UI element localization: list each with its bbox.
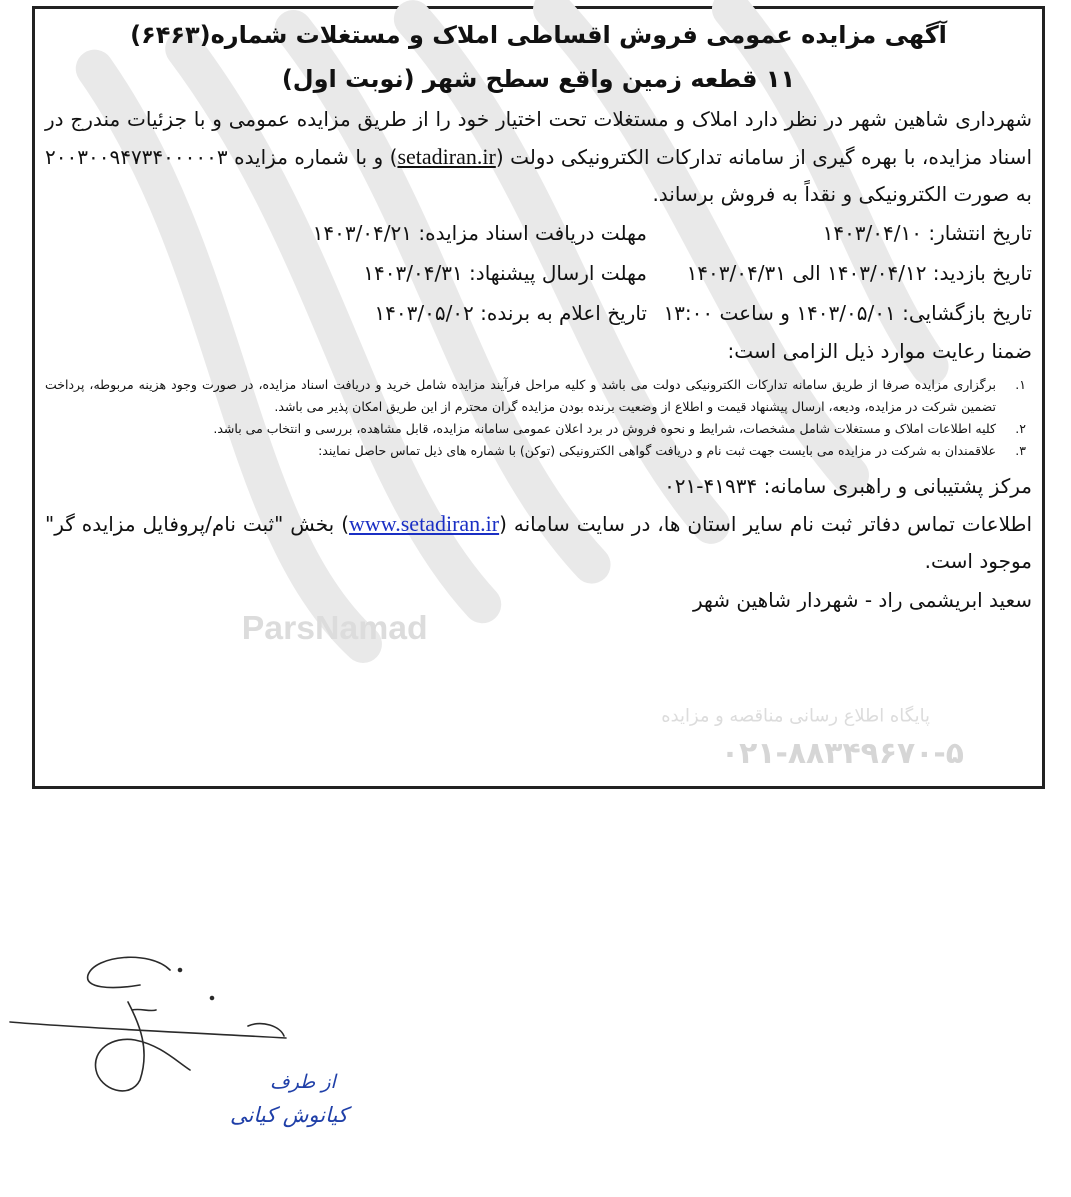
item-number: ۲. [1015,421,1026,436]
signature-stroke [95,1002,190,1091]
notice-title: آگهی مزایده عمومی فروش اقساطی املاک و مستغلات شماره(۶۴۶۳) [130,21,947,49]
item-number: ۳. [1015,443,1026,458]
date-row-publish [45,213,1032,253]
item-number: ۱. [1015,377,1026,392]
support-center-line: مرکز پشتیبانی و راهبری سامانه: ۴۱۹۳۴-۰۲۱ [664,474,1032,498]
signature-line: سعید ابریشمی راد - شهردار شاهین شهر [692,588,1032,612]
item-text: علاقمندان به شرکت در مزایده می بایست جهت ثبت نام و دریافت گواهی الکترونیکی (توکن) با شماره های ذیل تماس حاصل نمایند: [318,443,996,458]
signature-stroke [132,1009,156,1010]
intro-text-part1: شهرداری شاهین شهر در نظر دارد املاک و مستغلات تحت اختیار خود را از طریق مزایده عمومی و با جزئیات مندرج در اسناد مزایده، با بهره گیری از سامانه تدارکات الکترونیکی دولت ( [45,107,1032,169]
watermark-subtitle: پایگاه اطلاع رسانی مناقصه و مزایده [661,705,931,727]
item-text: برگزاری مزایده صرفا از طریق سامانه تدارکات الکترونیکی دولت می باشد و کلیه مراحل فرآیند مزایده شامل خرید و دریافت اسناد مزایده، در صورت وجود هزینه مربوطه، پرداخت تضمین شرکت در مزایده، ودیعه، ارسال پیشنهاد قیمت و اطلاع از وضعیت برنده بودن مزایده گران محترم از این طریق امکان پذیر می باشد. [45,377,996,414]
contact-text-part1: اطلاعات تماس دفاتر ثبت نام سایر استان ها، در سایت سامانه ( [499,512,1033,536]
intro-paragraph [45,101,1032,213]
watermark-brand: ParsNamad [241,609,428,648]
requirements-list [45,374,1032,462]
proposal-deadline: مهلت ارسال پیشنهاد: ۱۴۰۳/۰۴/۳۱ [363,261,647,285]
handwritten-note-line1: از طرف [270,1071,336,1093]
intro-text-part2: ) و با شماره مزایده ۲۰۰۳۰۰۹۴۷۳۴۰۰۰۰۰۳ به صورت الکترونیکی و نقداً به فروش برساند. [45,145,1032,206]
requirements-intro: ضمنا رعایت موارد ذیل الزامی است: [727,339,1032,363]
signature-stroke [248,1024,284,1036]
opening-date: تاریخ بازگشایی: ۱۴۰۳/۰۵/۰۱ و ساعت ۱۳:۰۰ [663,301,1032,325]
signature-dot [211,997,214,1000]
winner-announcement-date: تاریخ اعلام به برنده: ۱۴۰۳/۰۵/۰۲ [374,301,647,325]
setadiran-link[interactable]: setadiran.ir [397,144,496,169]
publish-date: تاریخ انتشار: ۱۴۰۳/۰۴/۱۰ [822,221,1032,245]
auction-notice [32,6,1045,789]
list-item [45,418,1032,440]
list-item [45,440,1032,462]
document-deadline: مهلت دریافت اسناد مزایده: ۱۴۰۳/۰۴/۲۱ [312,221,647,245]
signature-dot [179,969,182,972]
list-item [45,374,1032,418]
watermark-phone: ۰۲۱-۸۸۳۴۹۶۷۰-۵ [720,736,964,772]
date-row-opening [45,293,1032,333]
setadiran-www-link[interactable]: www.setadiran.ir [349,511,500,536]
signature-stroke [88,957,170,987]
item-text: کلیه اطلاعات املاک و مستغلات شامل مشخصات، شرایط و نحوه فروش در برد اعلان عمومی سامانه مزایده، قابل مشاهده، بررسی و انتخاب می باشد. [213,421,996,436]
date-row-visit [45,253,1032,293]
signature-stroke [10,1022,286,1038]
visit-date: تاریخ بازدید: ۱۴۰۳/۰۴/۱۲ الی ۱۴۰۳/۰۴/۳۱ [686,261,1032,285]
notice-subtitle: ۱۱ قطعه زمین واقع سطح شهر (نوبت اول) [281,65,796,93]
handwritten-signature [0,940,348,1170]
handwritten-note-line2: کیانوش کیانی [230,1103,348,1127]
contact-paragraph [45,505,1032,580]
contact-text-part2: ) بخش "ثبت نام/پروفایل مزایده گر" موجود است. [45,512,1032,573]
